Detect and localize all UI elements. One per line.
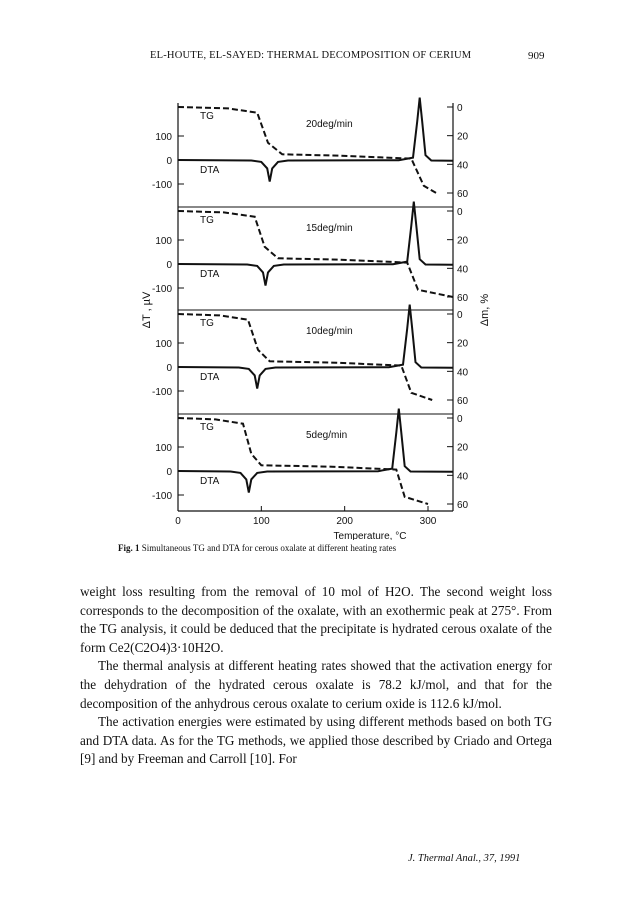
dta-label: DTA (200, 372, 220, 383)
tg-label: TG (200, 318, 214, 329)
figure-caption (118, 543, 396, 553)
x-tick-label: 0 (175, 516, 181, 527)
left-tick-label: 100 (155, 339, 172, 350)
left-tick-label: -100 (151, 180, 172, 191)
right-tick-label: 40 (457, 264, 469, 276)
right-tick-label: 60 (457, 396, 469, 407)
body-text (80, 583, 552, 769)
right-tick-label: 40 (457, 367, 469, 379)
dta-label: DTA (200, 476, 220, 487)
left-tick-label: -100 (151, 387, 172, 398)
right-tick-label: 0 (457, 414, 463, 425)
heating-rate-label: 15deg/min (306, 223, 353, 234)
left-tick-label: 0 (166, 467, 172, 478)
journal-footer: J. Thermal Anal., 37, 1991 (408, 853, 521, 864)
right-tick-label: 40 (457, 471, 469, 483)
tg-label: TG (200, 111, 214, 122)
caption-prefix: Fig. 1 (118, 543, 140, 553)
x-tick-label: 200 (336, 516, 354, 527)
dta-label: DTA (200, 269, 220, 280)
right-tick-label: 20 (457, 131, 469, 143)
tg-label: TG (200, 422, 214, 433)
left-tick-label: 0 (166, 260, 172, 271)
right-tick-label: 60 (457, 500, 469, 511)
right-tick-label: 40 (457, 160, 469, 172)
paragraph-2: The thermal analysis at different heating rates showed that the activation energy for the dehydration of the hydrated cerous oxalate is 78.2 kJ/mol, and that for the decomposition of the anhydrous cerous oxalate to cerium oxide is 112.6 kJ/mol. (80, 658, 552, 711)
right-tick-label: 0 (457, 103, 463, 114)
paragraph-1: weight loss resulting from the removal of 10 mol of H2O. The second weight loss corresponds to the decomposition of the oxalate, with an exothermic peak at 275°. From the TG analysis, it could be deduced that the precipitate is hydrated cerous oxalate of the form Ce2(C2O4)3·10H2O. (80, 584, 552, 655)
right-tick-label: 0 (457, 207, 463, 218)
running-title: EL-HOUTE, EL-SAYED: THERMAL DECOMPOSITION OF CERIUM (150, 50, 472, 61)
heating-rate-label: 5deg/min (306, 430, 348, 441)
heating-rate-label: 20deg/min (306, 119, 353, 130)
right-tick-label: 0 (457, 310, 463, 321)
right-tick-label: 20 (457, 442, 469, 454)
left-tick-label: 100 (155, 443, 172, 454)
left-tick-label: 100 (155, 132, 172, 143)
left-tick-label: 0 (166, 156, 172, 167)
right-tick-label: 20 (457, 338, 469, 350)
left-tick-label: -100 (151, 284, 172, 295)
caption-text: Simultaneous TG and DTA for cerous oxalate at different heating rates (139, 543, 397, 553)
x-axis-title: Temperature, °C (333, 531, 407, 540)
right-tick-label: 60 (457, 293, 469, 304)
left-tick-label: 0 (166, 363, 172, 374)
dta-label: DTA (200, 165, 220, 176)
left-tick-label: -100 (151, 491, 172, 502)
tg-label: TG (200, 215, 214, 226)
page-number: 909 (528, 50, 545, 62)
right-tick-label: 60 (457, 189, 469, 200)
heating-rate-label: 10deg/min (306, 326, 353, 337)
left-tick-label: 100 (155, 236, 172, 247)
paragraph-3: The activation energies were estimated by using different methods based on both TG and DTA data. As for the TG methods, we applied those described by Criado and Ortega [9] and by Freeman and Carroll [10]. For (80, 714, 552, 767)
x-tick-label: 300 (419, 516, 437, 527)
right-axis-title: Δm, % (479, 293, 491, 327)
right-tick-label: 20 (457, 235, 469, 247)
x-tick-label: 100 (252, 516, 270, 527)
left-axis-title: ΔT , µV (141, 291, 153, 329)
tg-curve (178, 418, 428, 504)
